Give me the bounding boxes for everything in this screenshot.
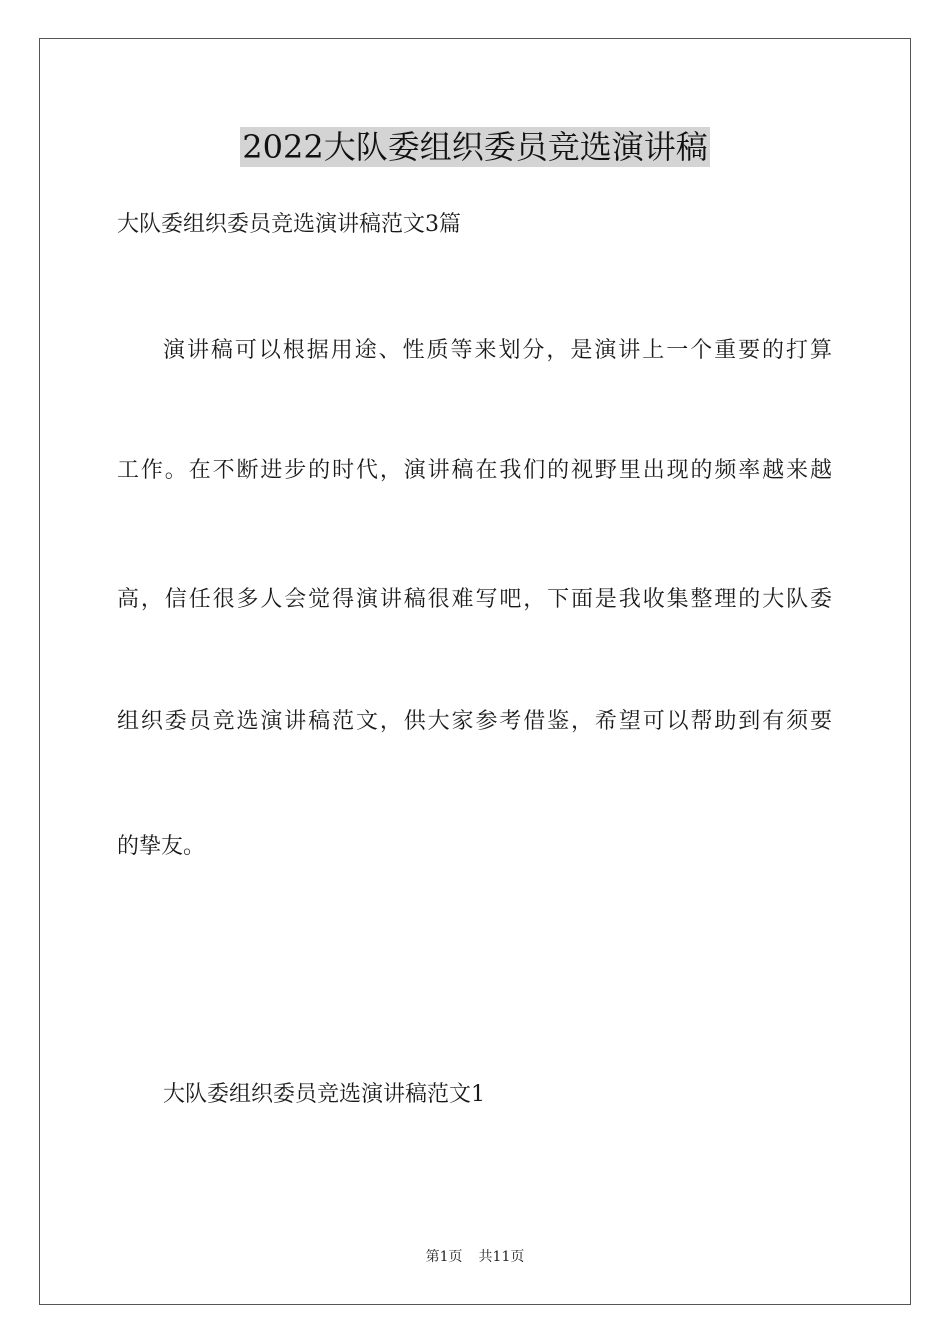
page-footer [0,1248,950,1266]
paragraph-line: 演讲稿可以根据用途、性质等来划分，是演讲上一个重要的打算 [163,338,832,363]
page-number-current: 第1页 [425,1249,463,1265]
paragraph-line: 组织委员竞选演讲稿范文，供大家参考借鉴，希望可以帮助到有须要 [117,709,832,734]
paragraph-line: 的挚友。 [117,834,206,859]
document-title: 2022大队委组织委员竞选演讲稿 [242,128,708,166]
title-container [0,127,950,167]
paragraph-line: 工作。在不断进步的时代，演讲稿在我们的视野里出现的频率越来越 [117,458,832,483]
page-number-total: 共11页 [478,1249,525,1265]
document-subtitle: 大队委组织委员竞选演讲稿范文3篇 [117,212,461,237]
paragraph-line: 高，信任很多人会觉得演讲稿很难写吧，下面是我收集整理的大队委 [117,587,832,612]
section-heading: 大队委组织委员竞选演讲稿范文1 [163,1082,485,1107]
